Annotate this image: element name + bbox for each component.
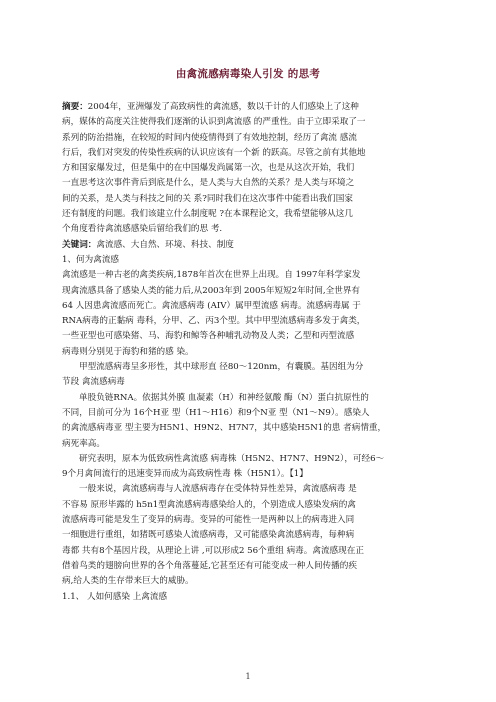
document-title: 由禽流感病毒染人引发 的思考	[175, 68, 321, 80]
paragraph-4	[62, 452, 436, 483]
text-line: 单股负链RNA。依据其外膜 血凝素（H）和神经氨酸 酶（N）蛋白抗原性的	[79, 392, 369, 403]
abstract-label: 摘要：	[62, 102, 88, 112]
text-line: RNA病毒的正黏病 毒科，分甲、乙、丙3个型。其中甲型流感病毒多发于禽类，	[62, 316, 366, 327]
text-line: 不容易 原形毕露的 h5n1型禽流感病毒感染给人的，个别造成人感染发病的禽	[62, 499, 356, 510]
text-line: 个角度看待禽流感感染后留给我们的思 考.	[62, 224, 223, 235]
text-line: 现禽流感具备了感染人类的能力后,从2003年到 2005年短短2年时间,全世界有	[62, 285, 361, 296]
document-body	[62, 100, 436, 605]
text-line: 系列的防治措施，在较短的时间内使疫情得到了有效地控制，经历了禽流 感流	[62, 132, 357, 143]
text-line: 病,给人类的生存带来巨大的威胁。	[62, 576, 194, 587]
text-line: 一细胞进行重组，如猪既可感染人流感病毒，又可能感染禽流感病毒，每种病	[62, 530, 355, 541]
text-line: 9个月禽间流行的迅速变异而成为高致病性毒 株（H5N1）。【1】	[62, 469, 308, 480]
section-heading-1-1: 1.1、 人如何感染 上禽流感	[62, 591, 168, 602]
text-line: 病死率高。	[62, 438, 105, 449]
section-heading-1: 1、何为禽流感	[62, 254, 120, 265]
text-line: 禽流感是一种古老的禽类疾病,1878年首次在世界上出现。自 1997年科学家发	[62, 270, 361, 281]
paragraph-2	[62, 360, 436, 391]
paragraph-1	[62, 268, 436, 360]
text-line: 还有制度的问题。我们该建立什么制度呢 ?在本课程论文，我希望能够从这几	[62, 209, 353, 220]
text-line: 方和国家爆发过，但是集中的在中国爆发尚属第一次，也是从这次开始，我们	[62, 163, 355, 174]
text-line: 节段 禽流感病毒	[62, 377, 125, 388]
text-line: 间的关系，是人类与科技之间的关 系?同时我们在这次事件中能看出我们国家	[62, 193, 353, 204]
keywords-text: 禽流感、大自然、环境、科技、制度	[96, 239, 234, 250]
text-line: 一般来说，禽流感病毒与人流感病毒存在受体特异性差异，禽流感病毒 是	[79, 484, 357, 495]
page-number: 1	[245, 672, 251, 681]
text-line: 一直思考这次事件背后到底是什么，是人类与大自然的关系？是人类与环境之	[62, 178, 355, 189]
text-line: 的禽流感病毒亚 型主要为H5N1、H9N2、H7N7，其中感染H5N1的患 者病情重，	[62, 423, 387, 434]
abstract-first-line	[62, 100, 436, 115]
text-line: 病，媒体的高度关注使得我们逐渐的认识到禽流感 的严重性。由于立即采取了一	[62, 117, 366, 128]
text-line: 一些亚型也可感染猪、马、海豹和鲸等各种哺乳动物及人类；乙型和丙型流感	[62, 331, 355, 342]
paragraph-5	[62, 482, 436, 589]
text-line: 研究表明，原本为低致病性禽流感 病毒株（H5N2、H7N7、H9N2），可经6～	[79, 453, 385, 464]
abstract-text: 2004年，亚洲爆发了高致病性的禽流感，数以千计的人们感染上了这种	[87, 102, 359, 112]
text-line: 流感病毒可能是发生了变异的病毒。变异的可能性一是两种以上的病毒进入同	[62, 515, 355, 526]
text-line: 64 人因患禽流感而死亡。禽流感病毒 (AIV）属甲型流感 病毒。流感病毒属 于	[62, 300, 361, 311]
abstract-lines	[62, 115, 436, 237]
text-line: 毒都 共有8个基因片段，从理论上讲 ,可以形成2 56个重组 病毒。禽流感现在正	[62, 545, 364, 556]
paragraph-3	[62, 391, 436, 452]
keywords-line	[62, 238, 436, 253]
keywords-label: 关键词：	[62, 239, 97, 250]
text-line: 不同，目前可分为 16个H亚 型（H1～H16）和9个N亚 型（N1～N9）。感染人	[62, 407, 370, 418]
text-line: 行后，我们对突发的传染性疾病的认识应该有一个新 的跃高。尽管之前有其他地	[62, 147, 366, 158]
text-line: 甲型流感病毒呈多形性，其中球形直 径80～120nm，有囊膜。基因组为分	[79, 362, 364, 373]
text-line: 借着鸟类的翅膀向世界的各个角落蔓延,它甚至还有可能变成一种人间传播的疾	[62, 560, 357, 571]
text-line: 病毒则分别见于海豹和猪的感 染。	[62, 346, 194, 357]
